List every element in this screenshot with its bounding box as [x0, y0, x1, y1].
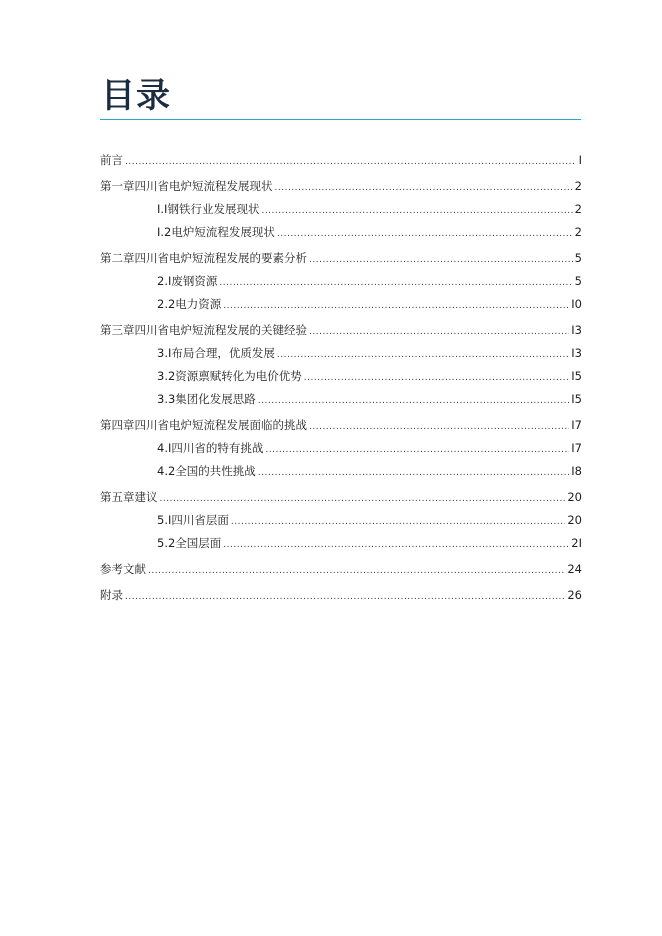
- toc-leader-dots: [258, 396, 569, 406]
- toc-entry-label: 布局合理，优质发展: [171, 346, 275, 360]
- toc-leader-dots: [160, 494, 566, 504]
- toc-entry-label: 建议: [134, 490, 158, 504]
- toc-leader-dots: [223, 540, 569, 550]
- toc-page-number: I7: [571, 441, 582, 455]
- toc-chapter-number: 第四章: [100, 418, 135, 432]
- toc-leader-dots: [231, 517, 565, 527]
- toc-leader-dots: [277, 229, 573, 239]
- toc-leader-dots: [309, 422, 569, 432]
- toc-entry-section[interactable]: [100, 345, 582, 368]
- toc-page-number: I8: [571, 464, 582, 478]
- toc-leader-dots: [275, 183, 573, 193]
- toc-section-number: 3.3: [157, 392, 176, 406]
- toc-entry-label: 废钢资源: [171, 274, 218, 288]
- toc-entry-label: 四川省的特有挑战: [171, 441, 264, 455]
- toc-entry-section[interactable]: [100, 273, 582, 296]
- toc-entry-section[interactable]: [100, 440, 582, 463]
- toc-section-number: 3.I: [157, 346, 172, 360]
- toc-page-number: I5: [571, 369, 582, 383]
- toc-entry-label: 全国层面: [175, 536, 222, 550]
- toc-entry-label: 四川省电炉短流程发展现状: [134, 179, 273, 193]
- toc-entry-chapter[interactable]: [100, 322, 582, 345]
- toc-chapter-number: 第五章: [100, 490, 135, 504]
- toc-section-number: 2.I: [157, 274, 172, 288]
- toc-entry-section[interactable]: [100, 368, 582, 391]
- toc-section-number: 2.2: [157, 297, 176, 311]
- toc-page-number: I0: [571, 297, 582, 311]
- toc-entry-section[interactable]: [100, 201, 582, 224]
- title-divider: [100, 119, 581, 120]
- toc-entry-label: 四川省电炉短流程发展的关键经验: [134, 323, 307, 337]
- toc-entry-chapter[interactable]: [100, 489, 582, 512]
- toc-leader-dots: [148, 566, 565, 576]
- toc-leader-dots: [223, 301, 569, 311]
- toc-page-number: 2: [574, 179, 582, 193]
- toc-entry-label: 四川省电炉短流程发展的要素分析: [134, 251, 307, 265]
- toc-entry-label: 前言: [100, 153, 123, 167]
- toc-entry-section[interactable]: [100, 296, 582, 319]
- toc-entry-preface[interactable]: [100, 152, 582, 175]
- page-title: 目录: [101, 76, 171, 116]
- toc-entry-label: 全国的共性挑战: [175, 464, 256, 478]
- toc-entry-label: 四川省电炉短流程发展面临的挑战: [134, 418, 307, 432]
- toc-page-number: 20: [567, 513, 582, 527]
- toc-entry-label: 电力资源: [175, 297, 222, 311]
- toc-leader-dots: [258, 468, 569, 478]
- toc-section-number: 5.2: [157, 536, 176, 550]
- toc-chapter-number: 第二章: [100, 251, 135, 265]
- toc-chapter-number: 第三章: [100, 323, 135, 337]
- toc-section-number: 4.2: [157, 464, 176, 478]
- toc-entry-chapter[interactable]: [100, 417, 582, 440]
- toc-page-number: 2: [574, 202, 582, 216]
- toc-page-number: I5: [571, 392, 582, 406]
- toc-entry-label: 集团化发展思路: [175, 392, 256, 406]
- toc-entry-label: 附录: [100, 588, 123, 602]
- table-of-contents: [100, 152, 582, 610]
- toc-page-number: 2: [574, 225, 582, 239]
- toc-entry-section[interactable]: [100, 535, 582, 558]
- toc-leader-dots: [125, 592, 565, 602]
- toc-page-number: 5: [574, 274, 582, 288]
- toc-page-number: 5: [574, 251, 582, 265]
- toc-page-number: I: [578, 153, 582, 167]
- toc-page-number: I7: [571, 418, 582, 432]
- toc-page-number: I3: [571, 346, 582, 360]
- toc-section-number: I.2: [157, 225, 172, 239]
- toc-leader-dots: [304, 373, 569, 383]
- toc-entry-section[interactable]: [100, 463, 582, 486]
- toc-leader-dots: [277, 350, 569, 360]
- toc-section-number: 5.I: [157, 513, 172, 527]
- toc-entry-section[interactable]: [100, 224, 582, 247]
- toc-entry-label: 四川省层面: [171, 513, 229, 527]
- toc-entry-section[interactable]: [100, 512, 582, 535]
- toc-entry-label: 参考文献: [100, 562, 146, 576]
- toc-section-number: 3.2: [157, 369, 176, 383]
- toc-page-number: I3: [571, 323, 582, 337]
- toc-page-number: 2I: [571, 536, 582, 550]
- toc-section-number: 4.I: [157, 441, 172, 455]
- toc-page-number: 26: [567, 588, 582, 602]
- toc-entry-label: 资源禀赋转化为电价优势: [175, 369, 302, 383]
- toc-entry-appendix[interactable]: [100, 587, 582, 610]
- toc-page-number: 24: [567, 562, 582, 576]
- toc-section-number: I.I: [157, 202, 168, 216]
- toc-entry-chapter[interactable]: [100, 178, 582, 201]
- toc-leader-dots: [309, 327, 569, 337]
- toc-leader-dots: [309, 255, 573, 265]
- toc-entry-section[interactable]: [100, 391, 582, 414]
- toc-chapter-number: 第一章: [100, 179, 135, 193]
- toc-leader-dots: [219, 278, 572, 288]
- toc-page-number: 20: [567, 490, 582, 504]
- toc-entry-chapter[interactable]: [100, 250, 582, 273]
- toc-entry-label: 电炉短流程发展现状: [171, 225, 275, 239]
- toc-entry-references[interactable]: [100, 561, 582, 584]
- toc-leader-dots: [265, 445, 569, 455]
- toc-leader-dots: [125, 157, 574, 167]
- toc-leader-dots: [261, 206, 572, 216]
- toc-entry-label: 钢铁行业发展现状: [167, 202, 260, 216]
